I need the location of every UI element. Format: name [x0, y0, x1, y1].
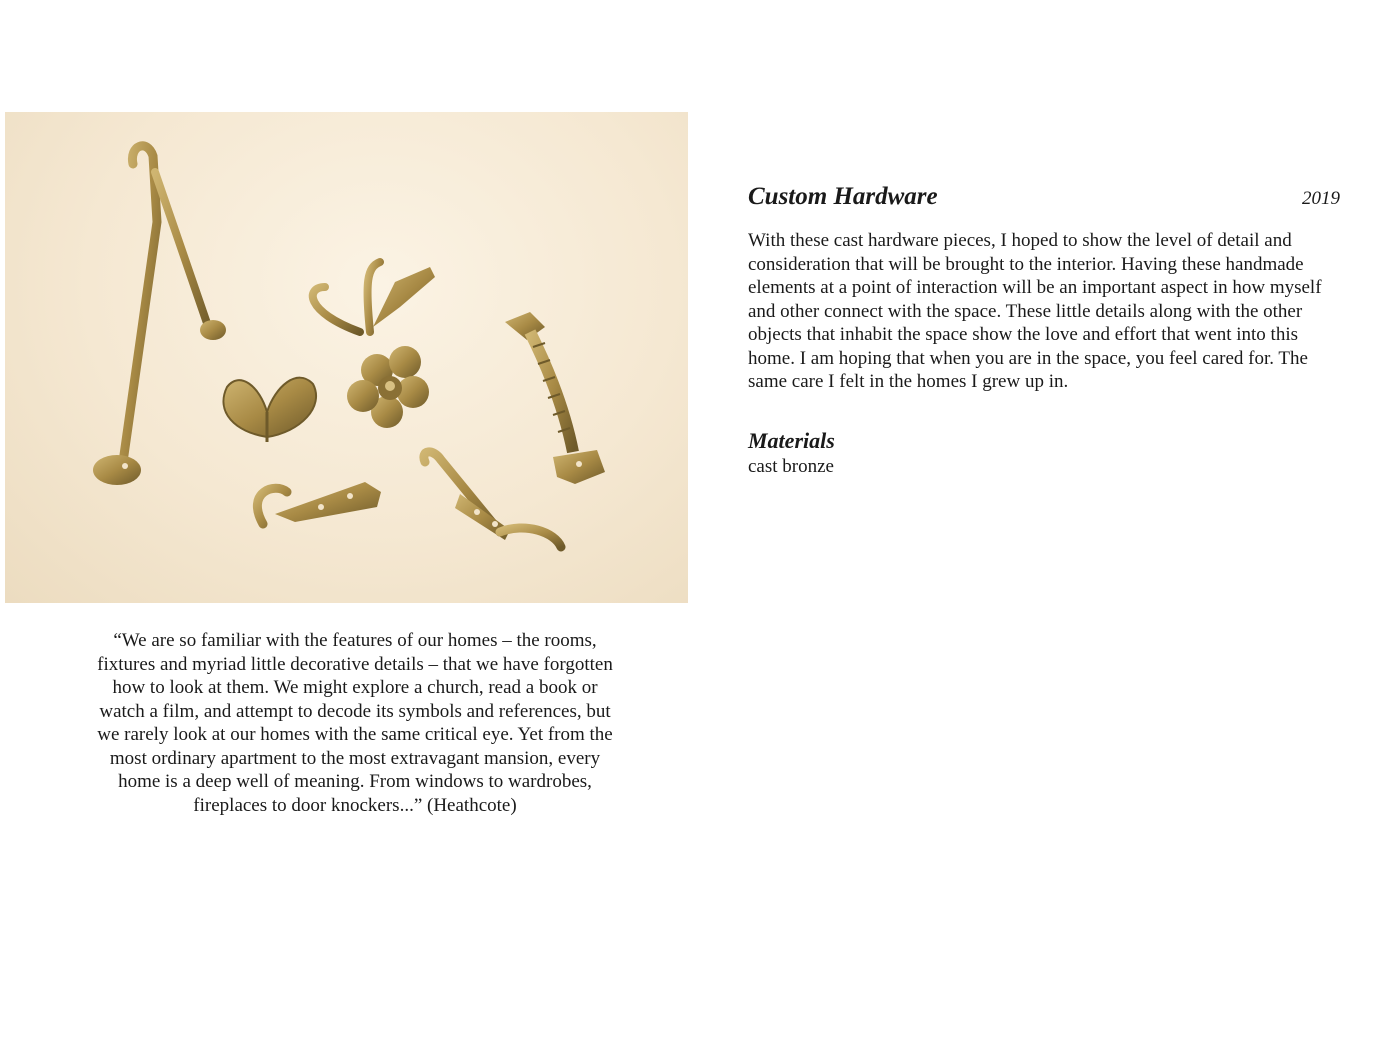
- double-coat-hook: [313, 262, 435, 332]
- quote-text: “We are so familiar with the features of our homes – the rooms, fixtures and myriad little decorative details – that we have forgotten how to look at them. We might explore a church, read a book or watch a film, and attempt to decode its symbols and references, but we rarely look at our homes with the same critical eye. Yet from the most ordinary apartment to the most extravagant mansion, every home is a deep well of meaning. From windows to wardrobes, fireplaces to door knockers...” (Heathcote): [97, 630, 613, 816]
- materials-value: cast bronze: [748, 456, 834, 477]
- project-description: With these cast hardware pieces, I hoped to show the level of detail and consideration that will be brought to the interior. Having these handmade elements at a point of interaction will be an important aspect in how myself and other connect with the space. These little details along with the other objects that inhabit the space show the love and effort that went into this home. I am hoping that when you are in the space, you feel cared for. The same care I felt in the homes I grew up in.: [748, 230, 1322, 392]
- title-row: [748, 182, 1340, 212]
- small-wall-hook-left: [257, 482, 381, 524]
- small-wall-hook-right: [424, 452, 561, 547]
- stand-hook: [93, 146, 226, 485]
- hardware-photo: [5, 112, 688, 603]
- materials-heading: Materials: [748, 428, 835, 453]
- hardware-illustration: [5, 112, 688, 603]
- project-year: 2019: [1302, 188, 1340, 209]
- project-title: Custom Hardware: [748, 183, 938, 210]
- butterfly-knob: [223, 378, 316, 442]
- flower-knob: [347, 346, 429, 428]
- heathcote-quote: [90, 629, 620, 817]
- twisted-handle: [505, 312, 605, 484]
